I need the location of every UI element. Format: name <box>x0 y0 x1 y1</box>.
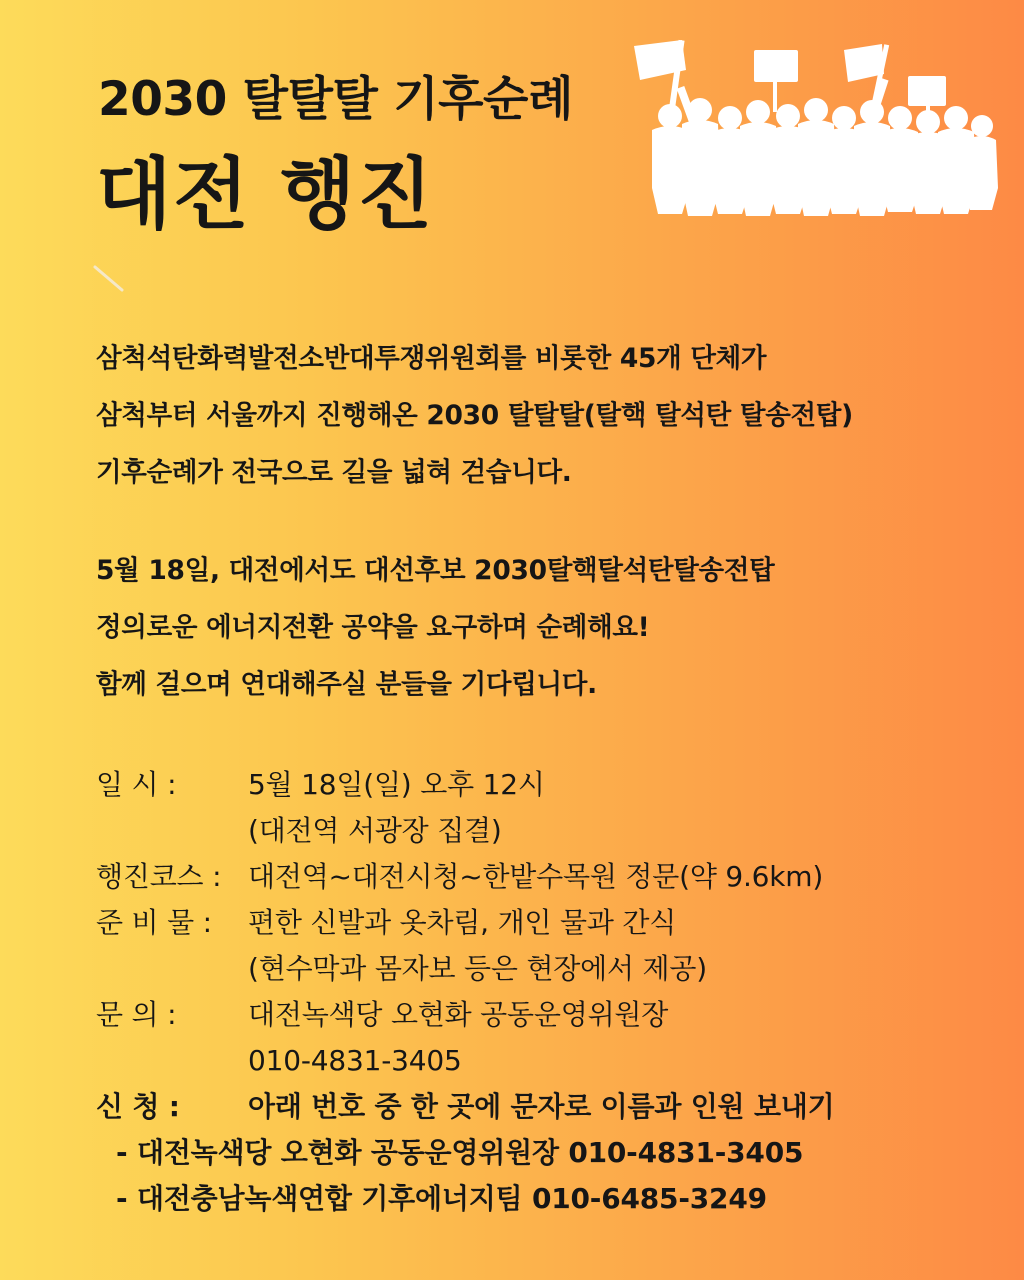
prep-sub-row <box>96 946 803 992</box>
date-sub-row <box>96 808 803 854</box>
message-line: 5월 18일, 대전에서도 대선후보 2030탈핵탈석탄탈송전탑 <box>96 555 775 586</box>
page-title-line1: 2030 탈탈탈 기후순례 <box>98 72 573 127</box>
message-line: 함께 걸으며 연대해주실 분들을 기다립니다. <box>96 669 597 700</box>
prep-sub: (현수막과 몸자보 등은 현장에서 제공) <box>248 952 707 985</box>
contact-value: 대전녹색당 오현화 공동운영위원장 <box>248 998 669 1031</box>
page-title-line2: 대전 행진 <box>96 150 435 240</box>
prep-label: 준 비 물 : <box>96 906 212 939</box>
apply-row <box>96 1084 835 1130</box>
course-value: 대전역~대전시청~한밭수목원 정문(약 9.6km) <box>248 860 824 893</box>
date-value: 5월 18일(일) 오후 12시 <box>248 768 545 801</box>
apply-contact-1: - 대전녹색당 오현화 공동운영위원장 010-4831-3405 <box>116 1136 804 1169</box>
apply-label: 신 청 : <box>96 1090 180 1123</box>
protest-crowd-silhouette-icon <box>630 38 1000 220</box>
date-row <box>96 762 803 808</box>
event-details <box>96 762 835 1222</box>
contact-phone: 010-4831-3405 <box>248 1044 462 1077</box>
contact-sub-row <box>96 1038 803 1084</box>
apply-value: 아래 번호 중 한 곳에 문자로 이름과 인원 보내기 <box>248 1090 835 1123</box>
intro-line: 삼척부터 서울까지 진행해온 2030 탈탈탈(탈핵 탈석탄 탈송전탑) <box>96 400 853 431</box>
prep-value: 편한 신발과 옷차림, 개인 물과 간식 <box>248 906 677 939</box>
slash-mark-icon <box>92 264 128 294</box>
message-line: 정의로운 에너지전환 공약을 요구하며 순례해요! <box>96 612 650 643</box>
date-label: 일 시 : <box>96 768 177 801</box>
message-paragraph <box>96 542 774 713</box>
intro-paragraph <box>96 330 853 501</box>
intro-line: 삼척석탄화력발전소반대투쟁위원회를 비롯한 45개 단체가 <box>96 343 767 374</box>
intro-line: 기후순례가 전국으로 길을 넓혀 걷습니다. <box>96 457 572 488</box>
contact-row <box>96 992 803 1038</box>
apply-contact-2: - 대전충남녹색연합 기후에너지팀 010-6485-3249 <box>116 1182 767 1215</box>
course-row <box>96 854 824 900</box>
course-label: 행진코스 : <box>96 860 222 893</box>
prep-row <box>96 900 803 946</box>
contact-label: 문 의 : <box>96 998 177 1031</box>
date-sub: (대전역 서광장 집결) <box>248 814 502 847</box>
